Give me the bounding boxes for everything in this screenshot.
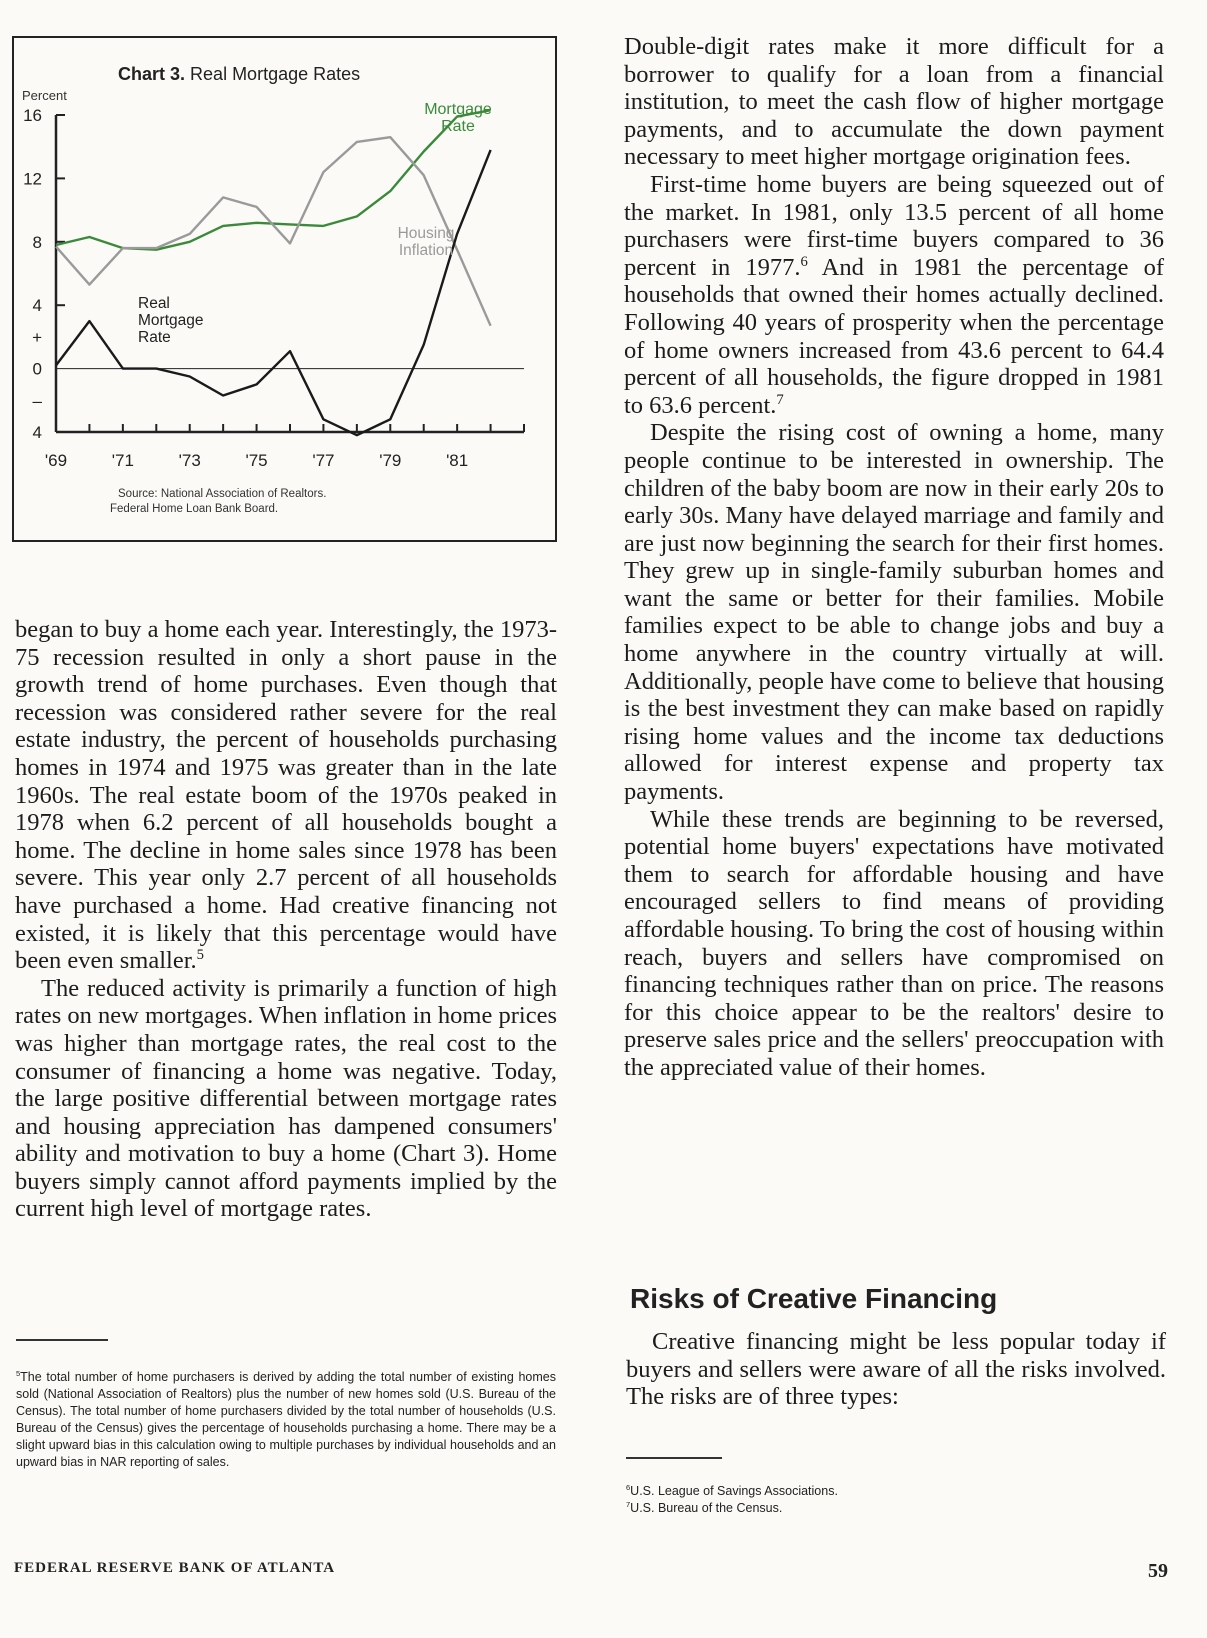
left-paragraph-2: The reduced activity is primarily a function of high rates on new mortgages. When inflation in home prices was higher than mortgage rates, the real cost to the consumer of financing a home was negative. Today, the large positive differential between mortgage rates and housing appreciation has dampened consumers' ability and motivation to buy a home (Chart 3). Home buyers simply cannot afford payments implied by the current high level of mortgage rates. (15, 974, 557, 1223)
x-tick-label: '81 (446, 451, 469, 470)
right-paragraph-3: Despite the rising cost of owning a home, many people continue to be interested in ownership. The children of the baby boom are now in their early 20s to early 30s. Many have delayed marriage and family and are just now beginning the search for their first homes. They grew up in single-family suburban homes and want the same or better for their families. Mobile families expect to be able to change jobs and buy a home anywhere in the country virtually at will. Additionally, people have come to believe that housing is the best investment they can make based on rapidly rising home values and the income tax deductions allowed for interest expense and property tax payments. (624, 419, 1164, 806)
footnote-5: $^5$The total number of home purchasers is derived by adding the total number of existing homes sold (National Association of Realtors) plus the number of new homes sold (U.S. Bureau of the Census). The total number of home purchasers divided by the total number of households (U.S. Bureau of the Census) gives the percentage of households purchasing a home. There may be a slight upward bias in this calculation owing to multiple purchases by individual households and an upward bias in NAR reporting of sales. (16, 1368, 556, 1470)
chart-3-real-mortgage-rates (12, 36, 557, 542)
right-paragraph-4: While these trends are beginning to be reversed, potential home buyers' expectations have motivated them to search for affordable housing and have encouraged sellers to find means of providing affordable housing. To bring the cost of housing within reach, buyers and sellers have compromised on financing techniques rather than on price. The reasons for this choice appear to be the realtors' desire to preserve sales price and the sellers' preoccupation with the appreciated value of their homes. (624, 805, 1164, 1081)
chart-source-line-2: Federal Home Loan Bank Board. (110, 503, 279, 515)
chart-canvas (14, 38, 555, 540)
x-tick-label: '79 (379, 451, 402, 470)
y-axis-label: Percent (22, 88, 67, 103)
series-label: Real (138, 295, 170, 312)
footnote-rule-left (16, 1339, 108, 1341)
chart-source-line-1: Source: National Association of Realtors. (118, 488, 327, 500)
series-label: Rate (441, 118, 475, 135)
page-number: 59 (1148, 1560, 1168, 1582)
section-heading: Risks of Creative Financing (630, 1283, 998, 1314)
y-tick-label: 4 (32, 423, 42, 442)
y-tick-label: 16 (23, 106, 42, 125)
series-label: Inflation (398, 242, 454, 259)
right-paragraph-1: Double-digit rates make it more difficult for a borrower to qualify for a loan from a financial institution, to meet the cash flow of higher mortgage payments, and to accumulate the down payment necessary to meet higher mortgage origination fees. (624, 33, 1164, 171)
series-label: Rate (138, 329, 171, 346)
x-tick-label: '69 (44, 451, 68, 470)
footnote-ref-5: 5 (196, 946, 204, 963)
series-label: Housing (397, 225, 455, 242)
right-paragraph-5: Creative financing might be less popular today if buyers and sellers were aware of all the risks involved. The risks are of three types: (626, 1328, 1166, 1411)
y-tick-label: 0 (32, 359, 42, 379)
publisher-footer: FEDERAL RESERVE BANK OF ATLANTA (14, 1560, 336, 1576)
footnote-7: $^7$U.S. Bureau of the Census. (626, 1499, 783, 1515)
left-column (15, 616, 557, 1223)
y-tick-label: – (32, 391, 42, 411)
footnote-ref-6: 6 (800, 253, 808, 270)
footnote-rule-right (626, 1457, 722, 1459)
y-tick-label: 12 (23, 169, 42, 189)
series-line-real-mortgage-rate (56, 150, 491, 435)
x-tick-label: '75 (245, 451, 268, 470)
right-paragraph-2: First-time home buyers are being squeezed out of the market. In 1981, only 13.5 percent of all home purchasers were first-time buyers compared to 36 percent in 1977.$^6$ And in 1981 the percentage of households that owned their homes actually declined. Following 40 years of prosperity when the percentage of home owners increased from 43.6 percent to 64.4 percent of all households, the figure dropped in 1981 to 63.6 percent.$^7$ (624, 170, 1165, 419)
series-label: Mortgage (138, 312, 204, 329)
x-tick-label: '73 (178, 451, 201, 470)
y-tick-label: 4 (32, 296, 42, 316)
x-tick-label: '77 (312, 451, 335, 470)
chart-title: Chart 3. Real Mortgage Rates (118, 64, 361, 84)
left-paragraph-1: began to buy a home each year. Interestingly, the 1973-75 recession resulted in only a short pause in the growth trend of home purchases. Even though that recession was considered rather severe for the real estate industry, the percent of households purchasing homes in 1974 and 1975 was greater than in the late 1960s. The real estate boom of the 1970s peaked in 1978 when 6.2 percent of all households bought a home. The decline in home sales since 1978 has been severe. This year only 2.7 percent of all households have purchased a home. Had creative financing not existed, it is likely that this percentage would have been even smaller.$^5$ (15, 616, 557, 975)
series-label: Mortgage (424, 101, 492, 118)
chart-plot-area (23, 101, 524, 470)
y-tick-label: + (32, 327, 42, 347)
x-tick-label: '71 (111, 451, 134, 470)
footnote-ref-7: 7 (776, 391, 784, 408)
right-column (624, 33, 1164, 1082)
footnote-6: $^6$U.S. League of Savings Associations. (626, 1482, 838, 1498)
y-tick-label: 8 (32, 232, 42, 252)
